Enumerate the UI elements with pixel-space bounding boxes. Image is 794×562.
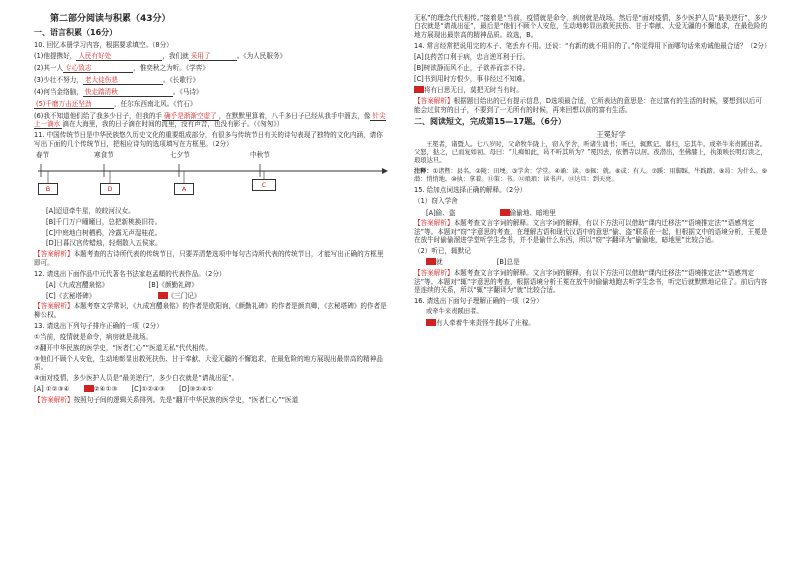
q15-sub1-option-a: [A]偷、盗 <box>426 208 456 217</box>
section1-title: 一、语言积累（16分） <box>34 27 118 37</box>
q10-answer-2: 专心致志 <box>63 64 133 73</box>
q14-option-b: [B]树欲静而风不止，子欲养而亲不待。 <box>414 63 530 72</box>
q15-sub2-explanation: 【答案解析】本题考查文言字词的解释。文言字词的解释，有以下方法可以借助“课内迁移法”“语境推定法”“语感判定法”等。本题对“辄”字意思的考查，根据语境分析王冕在放牛时偷偷地跑去听学生念书，听完后就默默地记住了。前后内容是连续的关系，所以“辄”字翻译为“就”比较合适。 <box>414 269 768 294</box>
q13-option-c: [C]①②④③ <box>131 385 165 394</box>
q13-option-a: [A] ①②③④ <box>34 385 70 394</box>
festival-timeline <box>34 151 388 203</box>
right-column <box>414 14 771 330</box>
answer-box-4: C <box>252 179 276 191</box>
q10-line5: (5)千磨万击还坚劲 ，任尔东西南北风。《竹石》 <box>36 99 197 108</box>
q16-stem: 16. 请选出下面句子理解正确的一项（2分） <box>414 297 543 305</box>
answer-box-2: D <box>100 183 120 195</box>
q12-option-b: [B]《颜勤礼碑》 <box>148 280 198 289</box>
q12-stem: 12. 请选出下面作品中元代著名书法家赵孟頫的代表作品。（2分） <box>34 269 226 278</box>
festival-label-4: 中秋节 <box>250 150 270 159</box>
q12-options-row2 <box>46 292 388 300</box>
q10-line2: (2)其一人 专心致志 ，惟奕秋之为听。《学弈》 <box>34 63 209 72</box>
answer-box-3: A <box>174 183 194 195</box>
q10-answer-1b: 采用了 <box>189 52 237 61</box>
q12-option-d: 《三门记》 <box>167 291 201 300</box>
q15-sub2-option-a: 就 <box>436 258 443 267</box>
q12-explanation: 【答案解析】本题考察文学常识，《九成宫醴泉铭》的作者是欧阳询，《颜勤礼碑》的作者是颜真卿，《玄秘塔碑》的作者是柳公权。 <box>34 302 387 319</box>
festival-label-3: 七夕节 <box>170 150 190 159</box>
q15-stem: 15. 给加点词选择正确的解释。（2分） <box>414 186 527 195</box>
q10-line1: (1)他提携好， 人民有好处 ，我们就 采用了 。《为人民服务》 <box>34 51 287 60</box>
q11-option-b: [B]千门万户曈曈日，总把新桃换旧符。 <box>46 217 162 226</box>
q14-selected-mark <box>414 86 424 93</box>
q13-sentence-4: ④面对疫情，多少医护人员是“最美逆行”，多少白衣就是“请战出征”。 <box>34 374 239 383</box>
q10-answer-6a: 确乎是渐渐空虚了 <box>164 111 217 120</box>
q15-sub2-options <box>426 258 768 266</box>
q10-answer-6b: 针尖上一滴水 <box>34 111 386 129</box>
q13-explanation: 【答案解析】按照句子间的逻辑关系排列。先是“翻开中华民族的医学史，“医者仁心”“医道 <box>34 396 299 405</box>
q10-line6: (6)我不知道他们给了我多少日子，但我的手 确乎是渐渐空虚了 ，在默默里算着，八千多日子已经从我手中溜去，像 针尖上一滴水 滴在大海里，我的日子滴在时间的流里，没有声音，也没有影子。（《匆匆》） <box>34 111 386 129</box>
q15-sub2-selected-mark <box>426 258 436 265</box>
q13-stem: 13. 请选出下列句子排序正确的一项（2分） <box>34 321 163 330</box>
q14-stem: 14. 常言经常把说用完的木子、笔丢弃不用。还说：“有新的就不用旧的了。”你觉得用下面哪句话来劝诫他最合适？（2分） <box>414 41 771 50</box>
q15-sub2-option-b: [B]总是 <box>496 258 520 267</box>
answer-box-1: B <box>38 183 58 195</box>
q15-sub1-explanation: 【答案解析】本题考查文言字词的解释。文言字词的解释，有以下方法可以借助“课内迁移法”“语境推定法”“语感判定法”等。本题对“窃”字意思的考查，在理解古语和现代汉语中的意思“偷、盗”联系在一起，但根据文中的语境分析，王冕是在放牛时偷偷溜进学堂听学生念书，并不是偷什么东西，所以“窃”字翻译为“偷偷地，暗地里”比较合适。 <box>414 219 768 245</box>
q10-stem: 10. 回忆本册学习内容，根据要求填空。（8分） <box>34 40 173 49</box>
q13-options <box>34 385 388 393</box>
q13-sentence-2: ②翻开中华民族的医学史，“医者仁心”“医道无私”代代相传。 <box>34 343 212 352</box>
q10-answer-3: 老大徒伤悲 <box>83 76 163 85</box>
q12-option-c: [C]《玄秘塔碑》 <box>46 291 96 300</box>
q11-stem: 11. 中国传统节日是中华民族悠久历史文化的重要组成部分，有很多与传统节日有关的诗句表现了独特的文化内涵，请你写出下面的几个传统节日，把相应诗句的选项填写在方框里。（2分） <box>34 131 383 148</box>
q13-sentence-1: ①当前，疫情就是命令，病房就是战场。 <box>34 332 153 341</box>
q14-option-c: [C]书到用时方恨少，事非经过不知难。 <box>414 75 530 83</box>
story-notes: 注释：①诸暨：县名。②陇：田埂。③学舍：学堂。④诵：读。⑤辄：就。⑥或：有人。⑦蹊：用脚踩，牛践踏。⑧曷：为什么。⑨潜：悄悄地。⑩执：拿着。⑪策：书。⑫琅琅：读书声。⑬达旦：到天亮。 <box>414 167 768 183</box>
story-text: 王冕者，诸暨人。七八岁时，父命牧牛陇上，窃入学舍，听诸生诵书；听已，辄默记。暮归，忘其牛。或牵牛来责蹊田者。父怒，挞之，已而复如初。母曰：“儿痴如此，曷不听其所为？”冕因去，依僧寺以居。夜潜出，坐佛膝上，执策映长明灯读之，琅琅达旦。 <box>414 141 767 165</box>
q16-option-a: 有人牵着牛来责怪牛践坏了庄稼。 <box>426 319 768 327</box>
q10-answer-1a: 人民有好处 <box>76 52 162 61</box>
q11-option-a: [A]迢迢牵牛星，皎皎河汉女。 <box>46 206 135 215</box>
festival-label-1: 春节 <box>36 150 50 159</box>
q10-answer-4: 快走踏清秋 <box>83 88 173 97</box>
q10-line3: (3)少壮不努力， 老大徒伤悲 。《长歌行》 <box>34 75 200 84</box>
q15-sub1-options <box>426 209 768 217</box>
q14-option-d: 将有日思无日，莫把无时当有时。 <box>414 86 768 94</box>
part-title: 第二部分阅读与积累（43分） <box>50 14 171 24</box>
q13-option-b: ②④①③ <box>93 385 118 394</box>
q12-options-row1 <box>46 281 388 289</box>
q13-option-d: [D]③②④① <box>179 385 213 394</box>
q14-option-a: [A]良药苦口利于病，忠言逆耳利于行。 <box>414 52 530 61</box>
q12-selected-mark <box>158 292 168 299</box>
q15-sub1-option-b: 偷偷地、暗地里 <box>509 208 556 217</box>
timeline-arrow <box>34 151 388 203</box>
q10-line4: (4)何当金络脑， 快走踏清秋 。《马诗》 <box>34 87 203 96</box>
q13-selected-mark <box>84 385 94 392</box>
q11-option-c: [C]中庭地白树栖鸦，冷露无声湿桂花。 <box>46 228 162 237</box>
q12-option-a: [A]《九成宫醴泉铭》 <box>46 280 109 289</box>
q15-sub1: （1）窃入学舍 <box>414 197 458 206</box>
q14-explanation: 【答案解析】根据题目给出的已有提示信息，D选项最合适，它所表达的意思是：在过富有的生活的时候，要想到以后可能会过贫穷的日子，不要到了一无所有的时候，再来回想以前的富有生活。 <box>414 97 762 114</box>
left-column <box>34 14 388 407</box>
q13-explanation-continued: 无私”的理念代代相传。”接着是“当前，疫情就是命令，病房就是战场。然后是“面对疫情，多少医护人员“最美逆行”，多少白衣就是“请战出征”，最后是“他们不顾个人安危，生动地彰显出救死扶伤、甘于奉献、大爱无疆的不懈追求，在最危险的地方展现出最崇高的精神品质。故选，B。 <box>414 14 768 39</box>
festival-label-2: 寒食节 <box>94 150 114 159</box>
q16-quote: 或牵牛来责蹊田者。 <box>426 308 483 316</box>
q10-answer-5: (5)千磨万击还坚劲 <box>34 100 114 109</box>
q16-selected-mark <box>426 319 436 326</box>
q11-option-d: [D]日暮汉宫传蜡烛，轻烟散入五侯家。 <box>46 239 162 248</box>
q11-explanation: 【答案解析】本题考查的古诗所代表的传统节日，只要弄清楚选项中每句古诗所代表的传统节日，才能写出正确的方框里即可。 <box>34 250 384 267</box>
story-title: 王冕好学 <box>596 129 626 139</box>
q15-sub2: （2）听已，辄默记 <box>414 247 471 256</box>
q15-sub1-selected-mark <box>500 209 510 216</box>
q13-sentence-3: ③他们不顾个人安危，生动地彰显出救死扶伤、甘于奉献、大爱无疆的不懈追求，在最危险的地方展现出最崇高的精神品质。 <box>34 354 383 372</box>
section2-title: 二、阅读短文，完成第15—17题。（6分） <box>414 116 566 126</box>
